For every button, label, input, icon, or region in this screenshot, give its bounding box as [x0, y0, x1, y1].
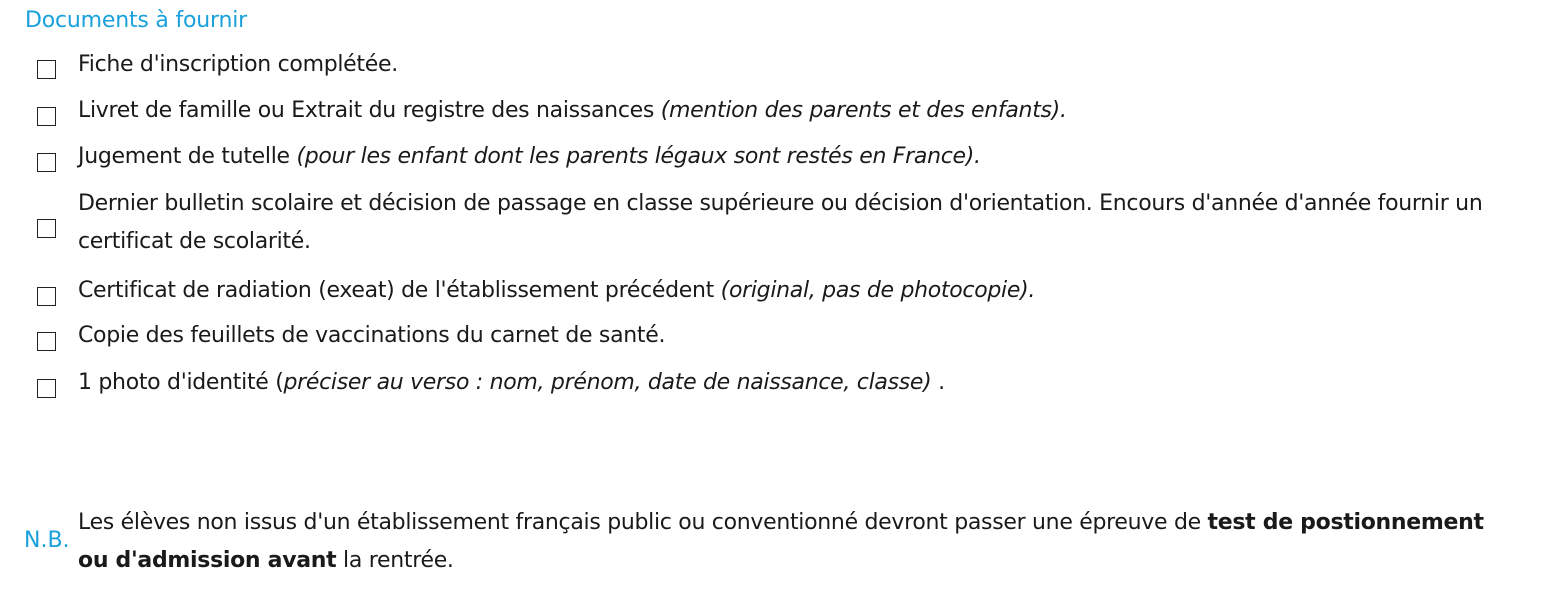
- item-text: Copie des feuillets de vaccinations du carnet de santé.: [78, 323, 666, 348]
- item-text: Certificat de radiation (exeat) de l'établissement précédent: [78, 278, 721, 303]
- list-item: [78, 364, 1518, 402]
- checkbox-photo-identite[interactable]: [37, 379, 56, 398]
- nb-text-end: la rentrée.: [336, 548, 454, 573]
- nb-paragraph: [78, 504, 1518, 580]
- checkbox-vaccinations[interactable]: [37, 332, 56, 351]
- item-note: (original, pas de photocopie).: [720, 278, 1036, 303]
- checkbox-jugement-tutelle[interactable]: [37, 153, 56, 172]
- nb-bold-text: test de postionnement ou d'admission avant: [78, 510, 1484, 573]
- checkbox-fiche-inscription[interactable]: [37, 60, 56, 79]
- item-note: (pour les enfant dont les parents légaux sont restés en France).: [296, 144, 981, 169]
- list-item: [78, 46, 1518, 84]
- item-suffix: .: [931, 370, 945, 395]
- item-text: 1 photo d'identité (: [78, 370, 284, 395]
- nb-text: Les élèves non issus d'un établissement français public ou conventionné devront passer une épreuve de: [78, 510, 1208, 535]
- list-item: [78, 317, 1518, 355]
- item-text: Fiche d'inscription complétée.: [78, 52, 398, 77]
- list-item: [78, 138, 1518, 176]
- checkbox-certificat-radiation[interactable]: [37, 287, 56, 306]
- section-heading: Documents à fournir: [25, 8, 248, 33]
- item-note: (mention des parents et des enfants).: [660, 98, 1067, 123]
- list-item: [78, 185, 1518, 261]
- checkbox-bulletin-scolaire[interactable]: [37, 219, 56, 238]
- list-item: [78, 92, 1518, 130]
- item-note: préciser au verso : nom, prénom, date de naissance, classe): [283, 370, 932, 395]
- item-text: Dernier bulletin scolaire et décision de passage en classe supérieure ou décision d'orientation. Encours d'année d'année fournir un certificat de scolarité.: [78, 191, 1483, 254]
- list-item: [78, 272, 1518, 310]
- item-text: Jugement de tutelle: [78, 144, 297, 169]
- nb-label: N.B.: [24, 528, 70, 553]
- item-text: Livret de famille ou Extrait du registre des naissances: [78, 98, 661, 123]
- checkbox-livret-famille[interactable]: [37, 107, 56, 126]
